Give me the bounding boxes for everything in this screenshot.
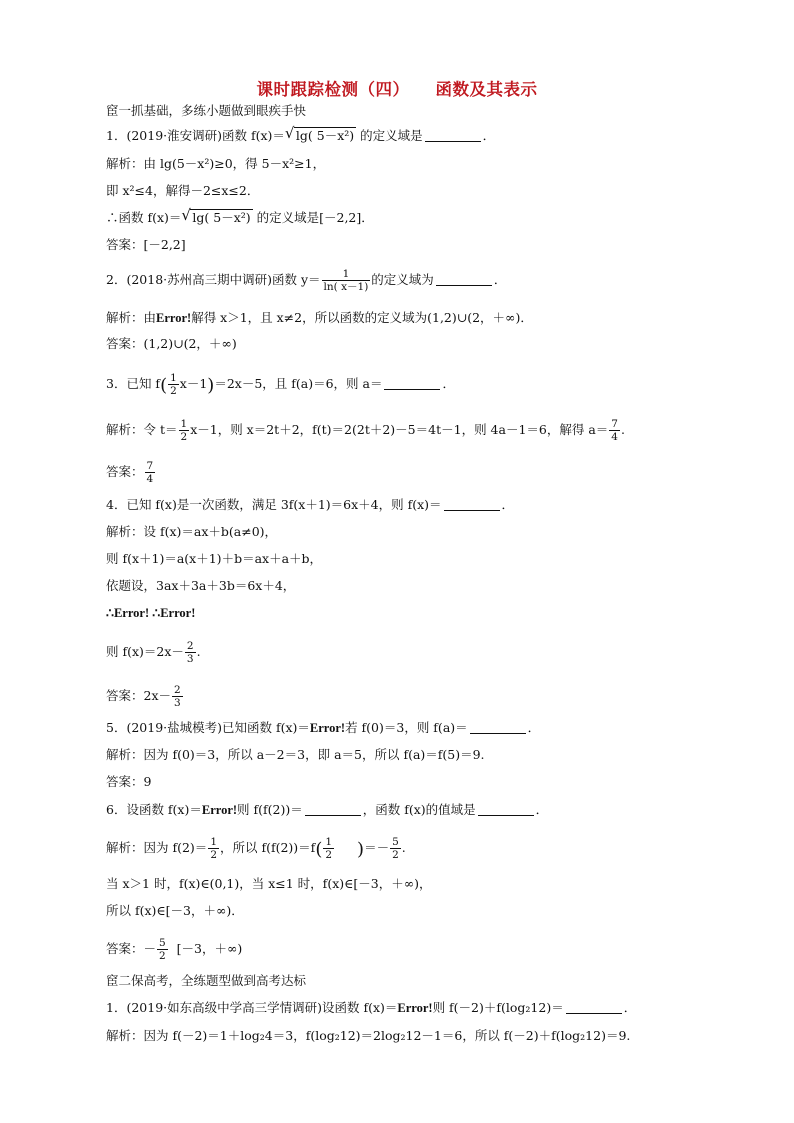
q1-analysis-1: 解析：由 lg(5－x²)≥0，得 5－x²≥1，	[106, 156, 326, 171]
title-left: 课时跟踪检测（四）	[256, 80, 410, 99]
q4-analysis-3: 依题设，3ax＋3a＋3b＝6x＋4，	[106, 578, 296, 593]
q2-analysis: 解析：由Error!解得 x＞1，且 x≠2，所以函数的定义域为(1,2)∪(2，＋∞)．	[106, 310, 533, 325]
q4-analysis-2: 则 f(x＋1)＝a(x＋1)＋b＝ax＋a＋b，	[106, 551, 323, 566]
q1-answer: 答案：[－2,2]	[106, 237, 186, 252]
answer-blank	[305, 803, 361, 816]
answer-blank	[436, 273, 492, 286]
page-title	[0, 76, 794, 100]
title-right: 函数及其表示	[435, 80, 538, 99]
answer-blank	[384, 377, 440, 390]
q6-answer: 答案：－ $\frac{5}{2}$ [－3，＋∞)	[106, 937, 243, 962]
answer-blank	[470, 721, 526, 734]
section-heading-1: 䆠一抓基础，多练小题做到眼疾手快	[106, 103, 307, 118]
question-6: 6．设函数 f(x)＝Error!则 f(f(2))＝ ，函数 f(x)的值域是 ．	[106, 802, 549, 817]
q1-analysis-3: ∴函数 f(x)＝ √ lg( 5－x²) 的定义域是[－2,2]．	[106, 206, 374, 225]
q6-analysis-1: 解析：因为 f(2)＝ $\frac{1}{2}$ ，所以 f(f(2))＝f( $\frac{1}{2}$ )＝－ $\frac{5}{2}$ .	[106, 836, 406, 861]
q5-answer: 答案：9	[106, 774, 152, 789]
answer-blank	[425, 129, 481, 142]
r1-analysis: 解析：因为 f(－2)＝1＋log₂4＝3，f(log₂12)＝2log₂12－1＝6，所以 f(－2)＋f(log₂12)＝9.	[106, 1028, 631, 1043]
q4-analysis-4: ∴Error! ∴Error!	[106, 606, 196, 620]
q4-answer: 答案：2x－ $\frac{2}{3}$	[106, 684, 181, 709]
q1-analysis-2: 即 x²≤4，解得－2≤x≤2．	[106, 183, 260, 198]
answer-blank	[444, 498, 500, 511]
sqrt-expression: √ lg( 5－x²)	[181, 206, 251, 225]
answer-blank	[566, 1001, 622, 1014]
q4-analysis-1: 解析：设 f(x)＝ax＋b(a≠0)，	[106, 524, 278, 539]
question-4: 4．已知 f(x)是一次函数，满足 3f(x＋1)＝6x＋4，则 f(x)＝ ．	[106, 497, 515, 512]
section-heading-2: 䆠二保高考，全练题型做到高考达标	[106, 973, 307, 988]
question-r1: 1．(2019·如东高级中学高三学情调研)设函数 f(x)＝Error!则 f(－2)＋f(log₂12)＝ ．	[106, 1000, 637, 1015]
sqrt-expression: √ lg( 5－x²)	[284, 124, 355, 143]
q3-analysis: 解析：令 t＝ $\frac{1}{2}$ x－1，则 x＝2t＋2，f(t)＝2(2t＋2)－5＝4t－1，则 4a－1＝6，解得 a＝ $\frac{7}{4}$ .	[106, 418, 625, 443]
q3-answer: 答案： $\frac{7}{4}$	[106, 460, 154, 485]
q6-analysis-3: 所以 f(x)∈[－3，＋∞)．	[106, 903, 244, 918]
q6-analysis-2: 当 x＞1 时，f(x)∈(0,1)，当 x≤1 时，f(x)∈[－3，＋∞)，	[106, 876, 432, 891]
q5-analysis: 解析：因为 f(0)＝3，所以 a－2＝3，即 a＝5，所以 f(a)＝f(5)＝9.	[106, 747, 485, 762]
answer-blank	[478, 803, 534, 816]
q2-answer: 答案：(1,2)∪(2，＋∞)	[106, 336, 237, 351]
q4-analysis-5: 则 f(x)＝2x－ $\frac{2}{3}$ .	[106, 640, 201, 665]
question-5: 5．(2019·盐城模考)已知函数 f(x)＝Error!若 f(0)＝3，则 f(a)＝ ．	[106, 720, 541, 735]
question-1: 1．(2019·淮安调研)函数 f(x)＝ √ lg( 5－x²) 的定义域是 ．	[106, 124, 496, 143]
question-3: 3．已知 f( $\frac{1}{2}$ x－1)＝2x－5，且 f(a)＝6，则 a＝ ．	[106, 372, 455, 397]
fraction: $\frac{1}{\ln( x-1)}$	[323, 268, 369, 293]
question-2: 2．(2018·苏州高三期中调研)函数 y＝ $\frac{1}{\ln( x-1)}$ 的定义域为 ．	[106, 268, 507, 293]
